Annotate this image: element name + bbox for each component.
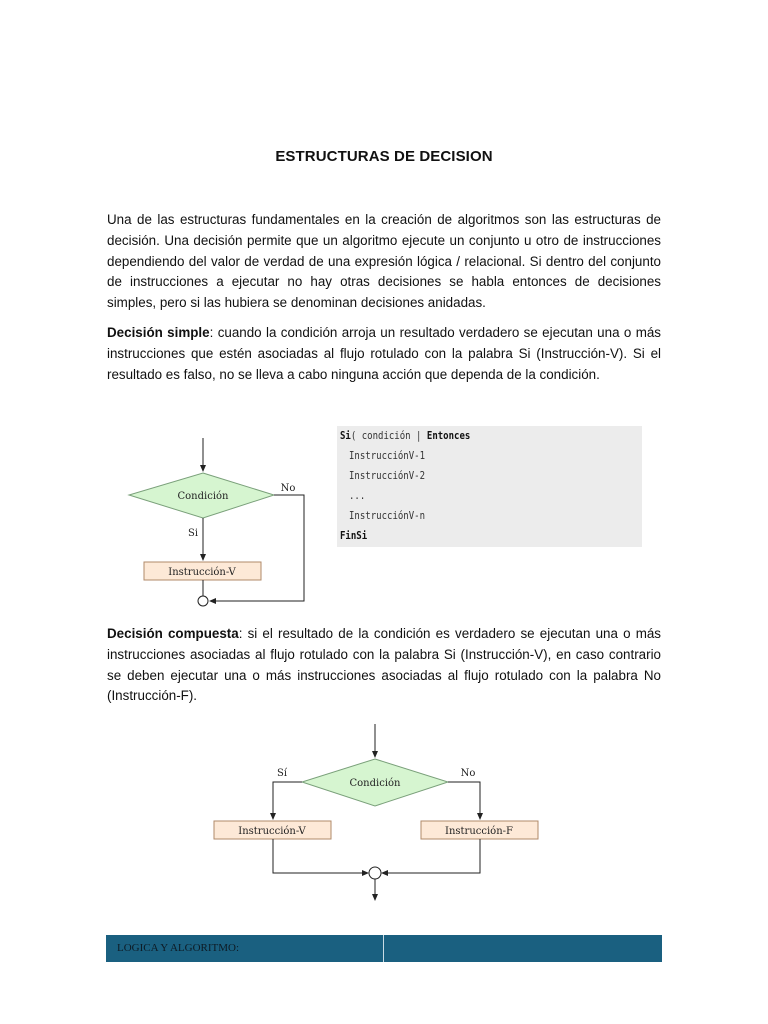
condition-label: Condición [349,778,401,789]
si-label: Sí [276,768,288,779]
simple-decision-term: Decisión simple [107,325,210,340]
compound-decision-term: Decisión compuesta [107,626,239,641]
footer-course-label: LOGICA Y ALGORITMO: [117,942,240,954]
instruction-f-label: Instrucción-F [445,826,513,837]
simple-decision-flowchart [120,430,320,615]
pseudocode-line-3: ... [349,489,366,502]
si-path [273,782,302,819]
si-label: Si [187,528,199,539]
pseudocode-line-4: InstrucciónV-n [349,509,426,522]
footer-divider [383,935,384,962]
footer-bar [106,935,662,962]
compound-decision-text: : si el resultado de la condición es verdadero se ejecutan una o más instrucciones asociadas al flujo rotulado con la palabra Si (Instrucción-V), en caso contrario se deben ejecutar una o más instrucciones asociadas al flujo rotulado con la palabra No (Instrucción-F). [107,626,662,704]
join-circle [369,867,381,879]
pseudocode-line-header: Si( condición | Entonces [340,429,471,442]
simple-decision-paragraph [107,323,661,385]
pseudocode-line-1: InstrucciónV-1 [349,449,426,462]
no-label: No [280,483,296,494]
pseudocode-line-2: InstrucciónV-2 [349,469,426,482]
no-path [448,782,480,819]
join-circle [198,596,208,606]
simple-decision-text: : cuando la condición arroja un resultado verdadero se ejecutan una o más instrucciones que estén asociadas al flujo rotulado con la palabra Si (Instrucción-V). Si el resultado es falso, no se lleva a cabo ninguna acción que dependa de la condición. [107,325,661,382]
compound-decision-flowchart [205,720,550,905]
instruction-v-label: Instrucción-V [238,826,306,837]
pseudocode-line-end: FinSi [340,529,368,542]
instruction-v-label: Instrucción-V [168,567,236,578]
condition-label: Condición [177,491,229,502]
right-merge-path [382,839,480,873]
left-merge-path [273,839,368,873]
no-label: No [460,768,476,779]
intro-paragraph: Una de las estructuras fundamentales en la creación de algoritmos son las estructuras de decisión. Una decisión permite que un algoritmo ejecute un conjunto u otro de instrucciones dependiendo del valor de verdad de una expresión lógica / relacional. Si dentro del conjunto de instrucciones a ejecutar no hay otras decisiones se habla entonces de decisiones simples, pero si las hubiera se denominan decisiones anidadas. [107,212,661,311]
pseudocode-box [337,426,642,547]
page-title: ESTRUCTURAS DE DECISION [275,148,493,165]
compound-decision-paragraph [107,624,661,707]
